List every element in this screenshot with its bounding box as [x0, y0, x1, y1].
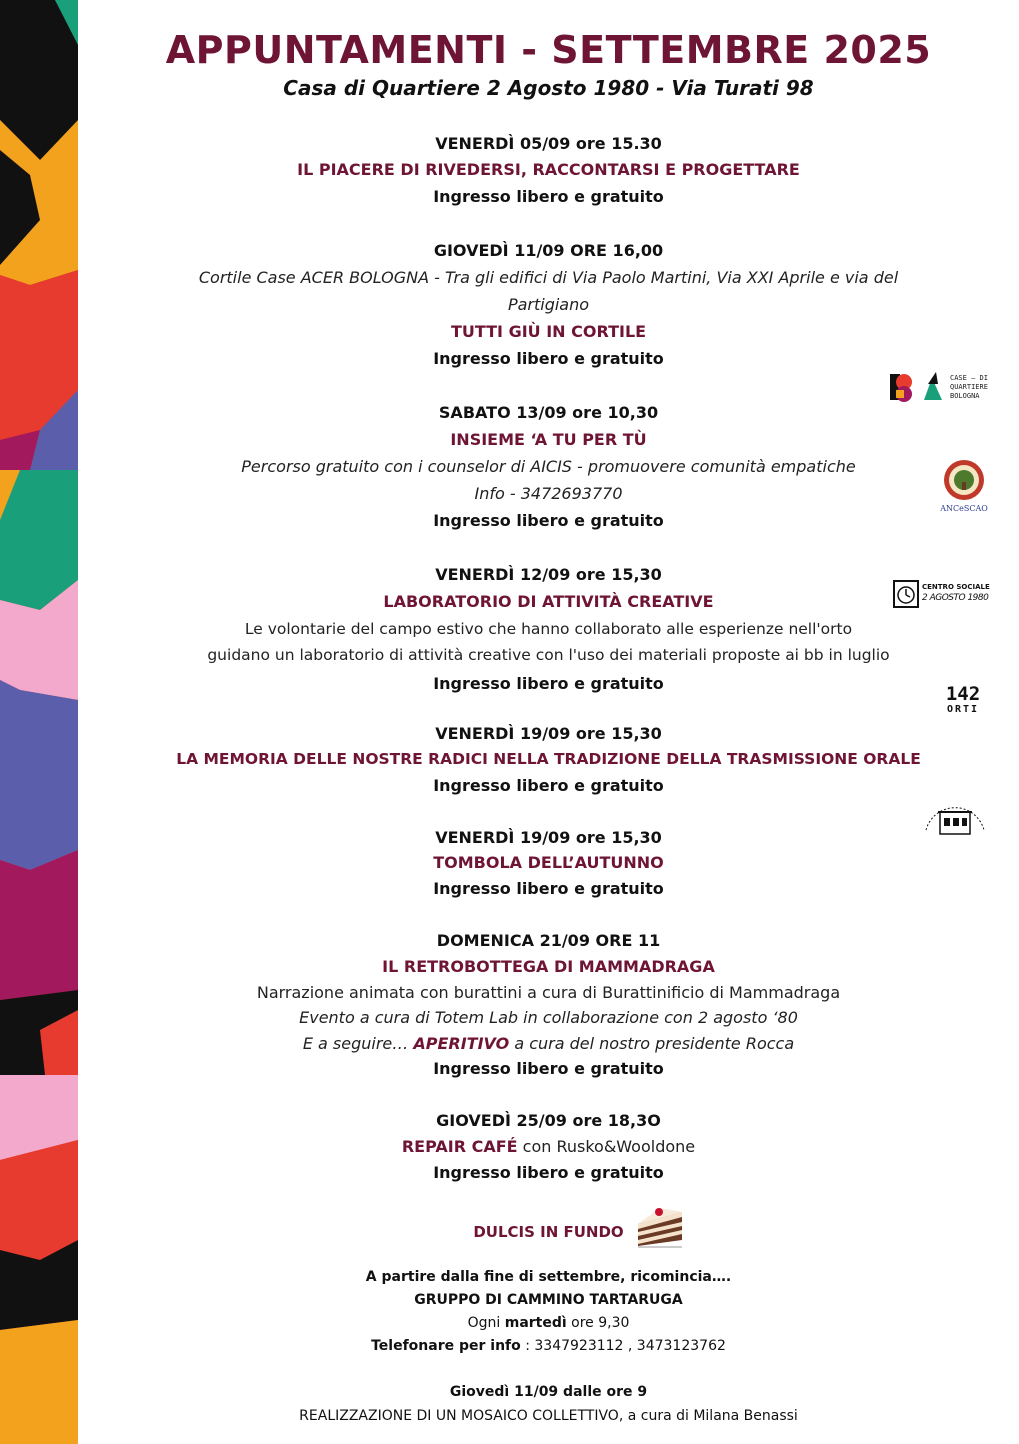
event-3-date: SABATO 13/09 ore 10,30 — [438, 403, 659, 422]
mosaic-description: REALIZZAZIONE DI UN MOSAICO COLLETTIVO, a cura di Milana Benassi — [299, 1408, 798, 1424]
centro-logo-line1: CENTRO SOCIALE — [922, 583, 990, 591]
page-subtitle: Casa di Quartiere 2 Agosto 1980 - Via Turati 98 — [283, 76, 814, 100]
centro-logo-line2: 2 AGOSTO 1980 — [922, 593, 989, 603]
event-4-entry: Ingresso libero e gratuito — [433, 674, 664, 693]
event-5-entry: Ingresso libero e gratuito — [433, 776, 664, 795]
event-4-date: VENERDÌ 12/09 ore 15,30 — [435, 565, 662, 584]
page-title: APPUNTAMENTI - SETTEMBRE 2025 — [165, 28, 932, 72]
event-4-title: LABORATORIO DI ATTIVITÀ CREATIVE — [383, 592, 714, 611]
event-8-date: GIOVEDÌ 25/09 ore 18,3O — [436, 1111, 661, 1130]
event-1-date: VENERDÌ 05/09 ore 15.30 — [435, 134, 662, 153]
event-2-title: TUTTI GIÙ IN CORTILE — [450, 322, 647, 341]
event-6-title: TOMBOLA DELL’AUTUNNO — [433, 853, 664, 872]
ancescao-logo — [936, 458, 992, 516]
event-8-title-line: REPAIR CAFÉ con Rusko&Wooldone — [401, 1137, 696, 1156]
event-3-entry: Ingresso libero e gratuito — [433, 511, 664, 530]
event-5-date: VENERDÌ 19/09 ore 15,30 — [435, 724, 662, 743]
event-6-entry: Ingresso libero e gratuito — [433, 879, 664, 898]
case-logo-line2: QUARTIERE — [950, 383, 988, 391]
centro-sociale-logo — [893, 580, 993, 610]
casa-di-quartiere-stamp-icon — [918, 788, 992, 842]
orti-logo-text: ORTI — [946, 704, 980, 715]
walking-group-phone: Telefonare per info : 3347923112 , 3473123762 — [371, 1338, 726, 1354]
ancescao-emblem-icon — [939, 458, 989, 502]
dulcis-row — [78, 1222, 1019, 1241]
clock-icon — [893, 580, 919, 608]
event-7-title: IL RETROBOTTEGA DI MAMMADRAGA — [382, 957, 715, 976]
case-logo-line3: BOLOGNA — [950, 392, 980, 400]
event-1-entry: Ingresso libero e gratuito — [433, 187, 664, 206]
event-7-date: DOMENICA 21/09 ORE 11 — [436, 931, 661, 950]
event-6-date: VENERDÌ 19/09 ore 15,30 — [435, 828, 662, 847]
case-logo-line1: CASE — DI — [950, 374, 988, 382]
event-2-location: Cortile Case ACER BOLOGNA - Tra gli edifici di Via Paolo Martini, Via XXI Aprile e via del — [198, 268, 899, 287]
case-di-quartiere-logo — [888, 370, 998, 406]
decorative-color-stripe — [0, 0, 78, 1444]
142-orti-logo — [940, 684, 986, 722]
event-7-aperitivo: E a seguire… APERITIVO a cura del nostro presidente Rocca — [302, 1034, 795, 1053]
event-4-description-cont: guidano un laboratorio di attività creative con l'uso dei materiali proposte ai bb in luglio — [207, 646, 890, 664]
walking-group-schedule: Ogni martedì ore 9,30 — [467, 1315, 630, 1331]
event-3-title: INSIEME ‘A TU PER TÙ — [450, 430, 647, 449]
event-7-description: Narrazione animata con burattini a cura di Burattinificio di Mammadraga — [256, 983, 841, 1002]
event-3-description: Percorso gratuito con i counselor di AICIS - promuovere comunità empatiche — [241, 457, 856, 476]
event-8-entry: Ingresso libero e gratuito — [433, 1163, 664, 1182]
cake-slice-icon — [634, 1202, 686, 1250]
walking-group-intro: A partire dalla fine di settembre, ricomincia…. — [365, 1269, 732, 1285]
event-7-organizer: Evento a cura di Totem Lab in collaborazione con 2 agosto ‘80 — [299, 1008, 798, 1027]
event-5-title: LA MEMORIA DELLE NOSTRE RADICI NELLA TRADIZIONE DELLA TRASMISSIONE ORALE — [176, 750, 921, 768]
event-2-entry: Ingresso libero e gratuito — [433, 349, 664, 368]
walking-group-name: GRUPPO DI CAMMINO TARTARUGA — [414, 1292, 683, 1308]
event-2-date: GIOVEDÌ 11/09 ORE 16,00 — [433, 241, 664, 260]
event-2-location-cont: Partigiano — [507, 295, 590, 314]
event-4-description: Le volontarie del campo estivo che hanno collaborato alle esperienze nell'orto — [244, 620, 853, 638]
event-3-info: Info - 3472693770 — [474, 484, 623, 503]
event-1-title: IL PIACERE DI RIVEDERSI, RACCONTARSI E PROGETTARE — [297, 160, 800, 179]
event-7-entry: Ingresso libero e gratuito — [433, 1059, 664, 1078]
bologna-b-icon — [888, 370, 946, 404]
orti-logo-number: 142 — [945, 683, 981, 705]
dulcis-label: DULCIS IN FUNDO — [473, 1223, 624, 1241]
ancescao-logo-text: ANCeSCAO — [940, 504, 988, 513]
mosaic-date: Giovedì 11/09 dalle ore 9 — [449, 1384, 648, 1400]
